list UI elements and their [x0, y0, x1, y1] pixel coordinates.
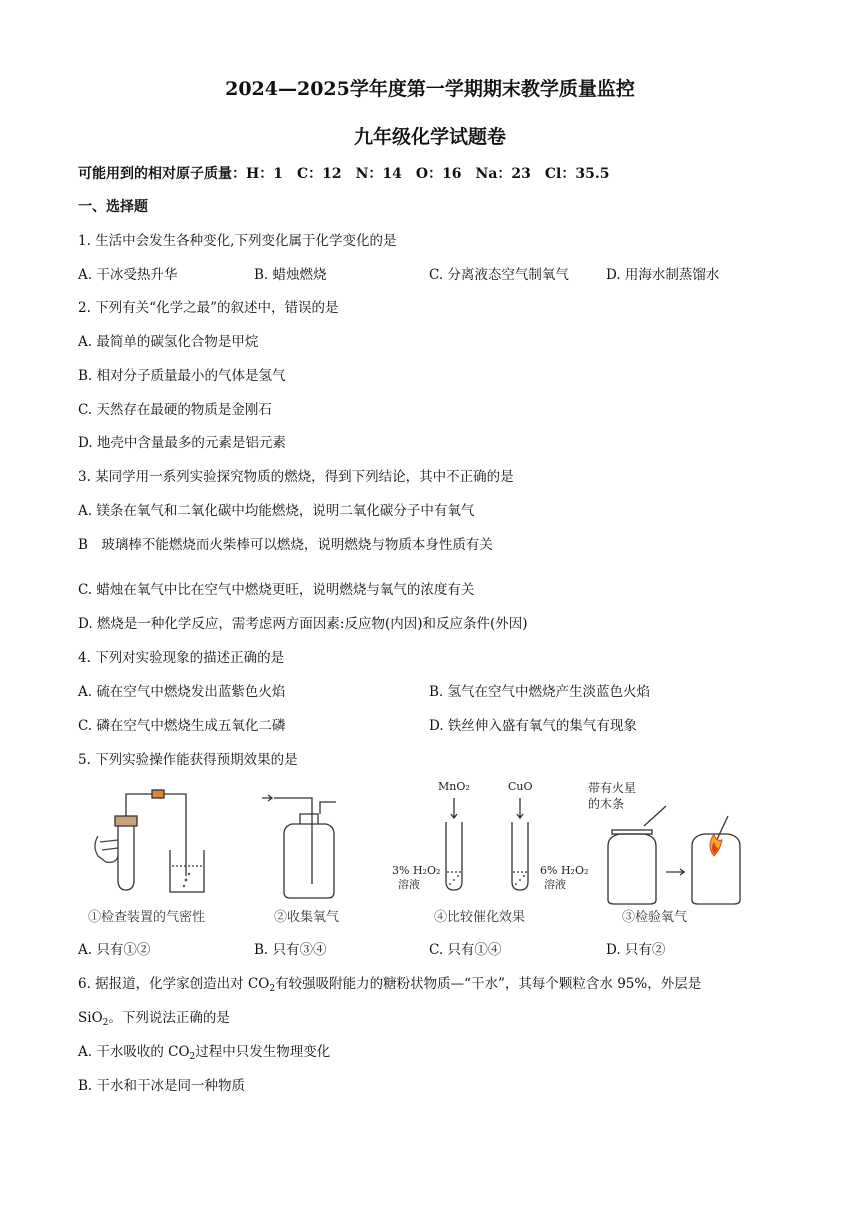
- q4-option-d: D. 铁丝伸入盛有氧气的集气有现象: [429, 718, 637, 734]
- rubber-stopper: [115, 816, 137, 826]
- q5-option-a: A. 只有①②: [78, 942, 151, 958]
- transfer-arrow: [666, 869, 684, 875]
- delivery-tube: [126, 794, 186, 876]
- q6-subscript-sio2: 2: [102, 1018, 109, 1028]
- page-subtitle: 九年级化学试题卷: [353, 126, 506, 148]
- q1-option-b: B. 蜡烛燃烧: [254, 267, 327, 283]
- q6-sio2: SiO: [78, 1010, 103, 1026]
- q4-option-c: C. 磷在空气中燃烧生成五氧化二磷: [78, 718, 286, 734]
- q2-option-b: B. 相对分子质量最小的气体是氢气: [78, 368, 286, 384]
- experiment-figure: [88, 776, 808, 928]
- atomic-masses: 可能用到的相对原子质量：H：1 C：12 N：14 O：16 Na：23 Cl：35.5: [78, 166, 610, 182]
- q6-subscript-co2-a: 2: [189, 1052, 196, 1062]
- hand: [95, 836, 118, 862]
- q4-option-a: A. 硫在空气中燃烧发出蓝紫色火焰: [78, 684, 286, 700]
- q6-stem-part2: 有较强吸附能力的糖粉状物质—“干水”，其每个颗粒含水 95%，外层是: [275, 976, 702, 992]
- caption-catalyst: ④比较催化效果: [434, 910, 526, 925]
- q3-option-d: D. 燃烧是一种化学反应，需考虑两方面因素:反应物(内因)和反应条件(外因): [78, 616, 528, 632]
- caption-test-oxygen: ③检验氧气: [622, 910, 688, 925]
- beaker: [170, 850, 204, 892]
- q2-option-a: A. 最简单的碳氢化合物是甲烷: [78, 334, 259, 350]
- gas-arrow: [262, 795, 272, 801]
- q4-stem: 4. 下列对实验现象的描述正确的是: [78, 650, 285, 666]
- q2-option-d: D. 地壳中含量最多的元素是铝元素: [78, 435, 286, 451]
- q2-stem: 2. 下列有关“化学之最”的叙述中，错误的是: [78, 300, 339, 316]
- q1-option-c: C. 分离液态空气制氧气: [429, 267, 569, 283]
- q5-option-b: B. 只有③④: [254, 942, 327, 958]
- wooden-splint-1: [644, 806, 666, 826]
- flame-icon: [710, 834, 722, 856]
- q6-option-b: B. 干水和干冰是同一种物质: [78, 1078, 246, 1094]
- label-splint-line1: 带有火星: [588, 781, 637, 795]
- q1-option-d: D. 用海水制蒸馏水: [606, 267, 720, 283]
- bottle-neck: [300, 814, 318, 824]
- page-title: 2024—2025学年度第一学期期末教学质量监控: [225, 78, 635, 100]
- gas-bottle-1: [608, 834, 656, 904]
- q4-option-b: B. 氢气在空气中燃烧产生淡蓝色火焰: [429, 684, 651, 700]
- collection-bottle: [284, 824, 334, 898]
- tube-clip: [152, 790, 164, 798]
- label-h2o2-6-line1: 6% H₂O₂: [540, 864, 589, 877]
- q5-option-c: C. 只有①④: [429, 942, 502, 958]
- q1-option-a: A. 干冰受热升华: [78, 267, 178, 283]
- q3-option-b: B 玻璃棒不能燃烧而火柴棒可以燃烧，说明燃烧与物质本身性质有关: [78, 537, 493, 553]
- q6-option-a: [78, 1043, 330, 1061]
- q5-stem: 5. 下列实验操作能获得预期效果的是: [78, 752, 298, 768]
- test-tube: [118, 824, 134, 890]
- q6-stem-line2-rest: 。下列说法正确的是: [108, 1010, 230, 1026]
- q2-option-c: C. 天然存在最硬的物质是金刚石: [78, 402, 272, 418]
- q5-option-d: D. 只有②: [606, 942, 666, 958]
- label-mno2: MnO₂: [438, 780, 470, 793]
- q6-stem-line2: [78, 1009, 230, 1027]
- q1-stem: 1. 生活中会发生各种变化,下列变化属于化学变化的是: [78, 233, 397, 249]
- label-h2o2-3-line1: 3% H₂O₂: [392, 864, 441, 877]
- q6-subscript-co2: 2: [269, 984, 276, 994]
- caption-collect-oxygen: ②收集氧气: [274, 910, 340, 925]
- q6-option-a-part1: A. 干水吸收的 CO: [78, 1044, 190, 1060]
- q6-stem-part1: 6. 据报道，化学家创造出对 CO: [78, 976, 270, 992]
- glass-plate-1: [612, 830, 652, 834]
- label-cuo: CuO: [508, 780, 533, 793]
- q6-option-a-part2: 过程中只发生物理变化: [195, 1044, 331, 1060]
- label-h2o2-6-line2: 溶液: [544, 878, 566, 891]
- q3-option-a: A. 镁条在氧气和二氧化碳中均能燃烧，说明二氧化碳分子中有氧气: [78, 503, 475, 519]
- inlet-tube: [274, 798, 312, 884]
- q6-stem-line1: [78, 975, 701, 993]
- label-splint-line2: 的木条: [588, 797, 625, 811]
- outlet-tube: [320, 802, 336, 814]
- cuo-arrow: [517, 798, 523, 818]
- label-h2o2-3-line2: 溶液: [398, 878, 420, 891]
- section-heading: 一、选择题: [78, 199, 148, 215]
- q3-stem: 3. 某同学用一系列实验探究物质的燃烧，得到下列结论，其中不正确的是: [78, 469, 514, 485]
- q3-option-c: C. 蜡烛在氧气中比在空气中燃烧更旺，说明燃烧与氧气的浓度有关: [78, 582, 475, 598]
- caption-airtightness: ①检查装置的气密性: [88, 910, 206, 925]
- mno2-arrow: [451, 798, 457, 818]
